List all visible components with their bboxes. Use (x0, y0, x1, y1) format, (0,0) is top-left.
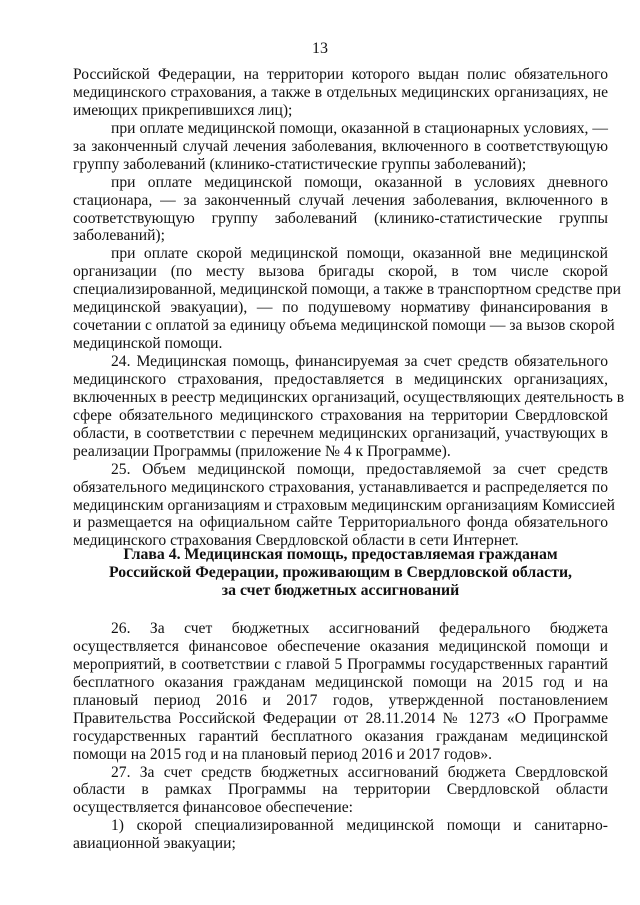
text-line: области, в соответствии с перечнем медицинских организаций, участвующих в (73, 424, 608, 442)
heading-line: Глава 4. Медицинская помощь, предоставляемая гражданам (123, 546, 558, 563)
text-line: 27. За счет средств бюджетных ассигнований бюджета Свердловской (111, 763, 608, 781)
text-line: 24. Медицинская помощь, финансируемая за счет средств обязательного (111, 353, 608, 370)
text-line: при оплате скорой медицинской помощи, оказанной вне медицинской (111, 245, 608, 263)
text-line: медицинской помощи. (73, 335, 223, 353)
text-line: сфере обязательного медицинского страхования на территории Свердловской (73, 406, 608, 424)
text-line: 26. За счет бюджетных ассигнований федерального бюджета (111, 620, 608, 637)
text-line: и размещается на официальном сайте Территориального фонда обязательного (73, 514, 608, 532)
text-line: группу заболеваний (клинико-статистические группы заболеваний); (73, 155, 527, 173)
body-text-section-1 (73, 66, 625, 550)
text-line: 1) скорой специализированной медицинской помощи и санитарно- (111, 817, 608, 835)
text-line: при оплате медицинской помощи, оказанной в условиях дневного (111, 173, 608, 191)
text-line: имеющих прикрепившихся лиц); (73, 101, 293, 119)
text-line: медицинской эвакуации), — по подушевому нормативу финансирования в (73, 299, 608, 317)
text-line: 25. Объем медицинской помощи, предоставляемой за счет средств (111, 460, 608, 478)
text-line: соответствующую группу заболеваний (клинико-статистические группы (73, 209, 608, 227)
text-line: организации (по месту вызова бригады скорой, в том числе скорой (73, 263, 608, 281)
text-line: области в рамках Программы на территории Свердловской области (73, 781, 608, 799)
heading-line: Российской Федерации, проживающим в Свердловской области, (108, 563, 573, 581)
text-line: медицинским организациям и страховым медицинским организациям Комиссией (73, 496, 615, 514)
heading-line: за счет бюджетных ассигнований (221, 581, 460, 599)
text-line: Российской Федерации, на территории которого выдан полис обязательного (73, 66, 608, 83)
text-line: плановый период 2016 и 2017 годов, утвержденной постановлением (73, 691, 608, 709)
text-line: бесплатного оказания гражданам медицинской помощи на 2015 год и на (73, 673, 608, 691)
text-line: стационара, — за законченный случай лечения заболевания, включенного в (73, 191, 608, 209)
text-line: медицинского страхования, а также в отдельных медицинских организациях, не (73, 83, 608, 101)
text-line: обязательного медицинского страхования, устанавливается и распределяется по (73, 478, 608, 496)
text-line: специализированной, медицинской помощи, а также в транспортном средстве при (73, 281, 621, 299)
text-line: медицинского страхования, предоставляется в медицинских организациях, (73, 370, 608, 388)
body-text-section-2 (73, 620, 608, 853)
text-line: сочетании с оплатой за единицу объема медицинской помощи — за вызов скорой (73, 317, 615, 335)
text-line: мероприятий, в соответствии с главой 5 Программы государственных гарантий (73, 655, 608, 673)
text-line: за законченный случай лечения заболевания, включенного в соответствующую (73, 137, 608, 155)
text-line: включенных в реестр медицинских организаций, осуществляющих деятельность в (73, 388, 625, 406)
text-line: государственных гарантий бесплатного оказания гражданам медицинской (73, 727, 608, 745)
chapter-heading (73, 546, 608, 600)
text-line: помощи на 2015 год и на плановый период 2016 и 2017 годов». (73, 745, 493, 763)
text-line: авиационной эвакуации; (73, 835, 236, 853)
text-line: заболеваний); (73, 227, 165, 245)
text-line: осуществляется финансовое обеспечение: (73, 799, 353, 817)
page-number: 13 (312, 40, 328, 57)
text-line: реализации Программы (приложение № 4 к Программе). (73, 442, 451, 460)
text-line: Правительства Российской Федерации от 28.11.2014 № 1273 «О Программе (73, 709, 608, 727)
text-line: осуществляется финансовое обеспечение оказания медицинской помощи и (73, 637, 608, 655)
text-line: при оплате медицинской помощи, оказанной в стационарных условиях, — (111, 119, 608, 137)
text-line: медицинского страхования Свердловской области в сети Интернет. (73, 532, 519, 550)
